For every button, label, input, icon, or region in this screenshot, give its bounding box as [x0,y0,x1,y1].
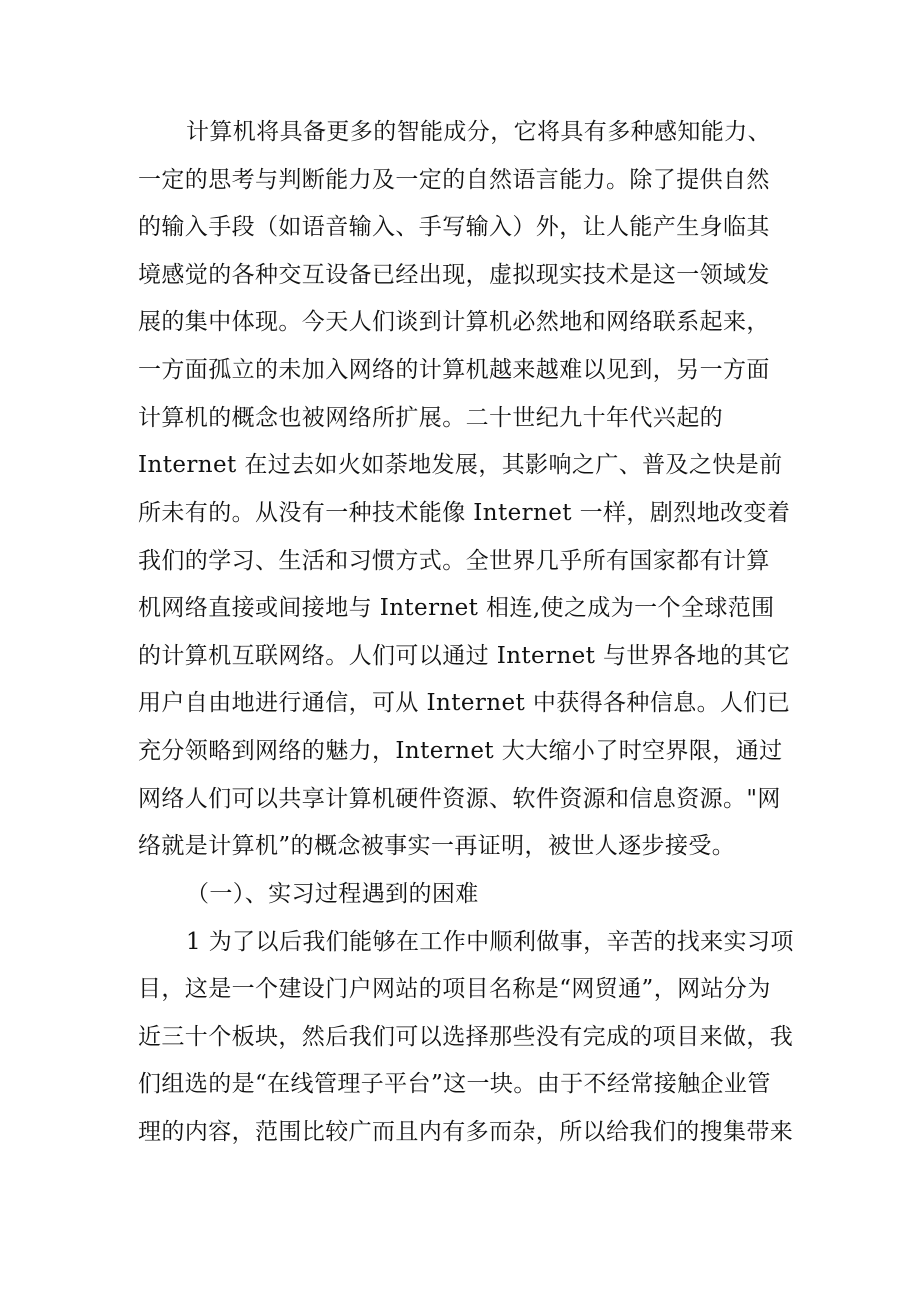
paragraph-1-line-16: 络就是计算机”的概念被事实一再证明，被世人逐步接受。 [138,833,736,859]
paragraph-1-line-6: 一方面孤立的未加入网络的计算机越来越难以见到，另一方面 [138,357,770,383]
paragraph-1-line-14: 充分领略到网络的魅力，Internet 大大缩小了时空界限，通过 [138,738,783,764]
paragraph-2-line-2: 目，这是一个建设门户网站的项目名称是“网贸通”，网站分为 [138,976,771,1002]
section-heading: （一）、实习过程遇到的困难 [186,881,479,907]
paragraph-1-line-3: 的输入手段（如语音输入、手写输入）外，让人能产生身临其 [138,214,770,240]
paragraph-1-line-11: 机网络直接或间接地与 Internet 相连,使之成为一个全球范围 [138,595,775,621]
paragraph-1-line-13: 用户自由地进行通信，可从 Internet 中获得各种信息。人们已 [138,690,791,716]
paragraph-1-line-15: 网络人们可以共享计算机硬件资源、软件资源和信息资源。"网 [138,786,781,812]
paragraph-2-line-4: 们组选的是“在线管理子平台”这一块。由于不经常接触企业管 [138,1071,771,1097]
paragraph-1-line-12: 的计算机互联网络。人们可以通过 Internet 与世界各地的其它 [138,643,791,669]
paragraph-1-line-1: 计算机将具备更多的智能成分，它将具有多种感知能力、 [186,119,771,145]
paragraph-1-line-5: 展的集中体现。今天人们谈到计算机必然地和网络联系起来， [138,309,770,335]
paragraph-2-line-5: 理的内容，范围比较广而且内有多而杂，所以给我们的搜集带来 [138,1119,794,1145]
paragraph-1-line-7: 计算机的概念也被网络所扩展。二十世纪九十年代兴起的 [138,405,723,431]
paragraph-2-line-3: 近三十个板块，然后我们可以选择那些没有完成的项目来做，我 [138,1024,794,1050]
paragraph-1-line-10: 我们的学习、生活和习惯方式。全世界几乎所有国家都有计算 [138,548,770,574]
paragraph-1-line-8: Internet 在过去如火如荼地发展，其影响之广、普及之快是前 [138,452,783,478]
paragraph-1-line-2: 一定的思考与判断能力及一定的自然语言能力。除了提供自然 [138,167,770,193]
paragraph-1-line-9: 所未有的。从没有一种技术能像 Internet 一样，剧烈地改变着 [138,500,791,526]
paragraph-2-line-1: 1 为了以后我们能够在工作中顺利做事，辛苦的找来实习项 [186,929,794,955]
paragraph-1-line-4: 境感觉的各种交互设备已经出现，虚拟现实技术是这一领域发 [138,262,770,288]
